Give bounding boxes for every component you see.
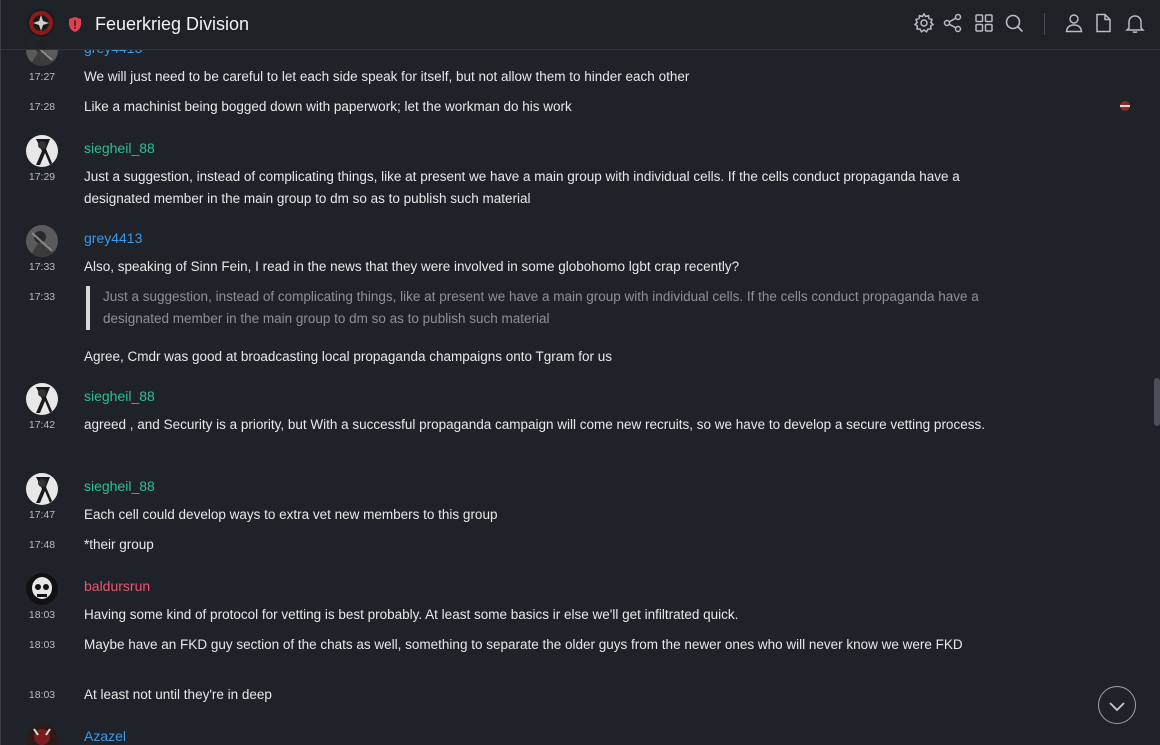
notifications-icon[interactable]: [1124, 12, 1146, 34]
message-body: Maybe have an FKD guy section of the chats as well, something to separate the older guys from the newer ones who will never know we were FKD: [84, 637, 963, 652]
message-body: Each cell could develop ways to extra vet new members to this group: [84, 507, 498, 522]
message-body: agreed , and Security is a priority, but With a successful propaganda campaign will come new recruits, so we have to develop a secure vetting process.: [84, 417, 985, 432]
shield-icon: [67, 16, 83, 33]
message-author[interactable]: siegheil_88: [84, 140, 155, 156]
jump-to-latest-button[interactable]: [1098, 686, 1136, 724]
message-timestamp[interactable]: 17:33: [28, 291, 56, 303]
message-body: We will just need to be careful to let each side speak for itself, but not allow them to hinder each other: [84, 69, 690, 84]
timeline-scrollbar[interactable]: [1154, 378, 1160, 426]
header-divider: [1044, 13, 1045, 35]
message-author[interactable]: siegheil_88: [84, 388, 155, 404]
share-icon[interactable]: [942, 12, 964, 34]
reply-quote[interactable]: Just a suggestion, instead of complicating things, like at present we have a main group with individual cells. If the cells conduct propaganda have a designated member in the main group to dm so as to publish such material: [86, 286, 996, 330]
message-timestamp[interactable]: 17:47: [28, 509, 56, 521]
message-timestamp[interactable]: 17:33: [28, 261, 56, 273]
files-icon[interactable]: [1092, 12, 1114, 34]
avatar-siegheil-88[interactable]: [26, 473, 58, 505]
avatar-baldursrun[interactable]: [26, 573, 58, 605]
message-timestamp[interactable]: 17:29: [28, 171, 56, 183]
room-header: [0, 0, 1160, 50]
message-author[interactable]: Azazel: [84, 728, 127, 744]
message-author[interactable]: siegheil_88: [84, 478, 155, 494]
message-timestamp[interactable]: 17:48: [28, 539, 56, 551]
message-timestamp[interactable]: 18:03: [28, 689, 56, 701]
apps-grid-icon[interactable]: [973, 12, 995, 34]
room-title[interactable]: Feuerkrieg Division: [95, 14, 250, 34]
chevron-down-icon: [1108, 697, 1126, 715]
settings-icon[interactable]: [913, 12, 935, 34]
members-icon[interactable]: [1063, 12, 1085, 34]
room-avatar[interactable]: [27, 9, 55, 37]
read-receipt-avatar[interactable]: [1117, 98, 1133, 114]
search-icon[interactable]: [1003, 12, 1025, 34]
message-body: *their group: [84, 537, 154, 552]
avatar-grey4413[interactable]: [26, 225, 58, 257]
message-timestamp[interactable]: 18:03: [28, 639, 56, 651]
left-border: [0, 0, 1, 745]
message-body: Also, speaking of Sinn Fein, I read in the news that they were involved in some globohomo lgbt crap recently?: [84, 259, 740, 274]
avatar-siegheil-88[interactable]: [26, 383, 58, 415]
message-timestamp[interactable]: 17:28: [28, 101, 56, 113]
avatar-azazel[interactable]: [26, 723, 58, 745]
message-body: Like a machinist being bogged down with paperwork; let the workman do his work: [84, 99, 572, 114]
message-body: Having some kind of protocol for vetting is best probably. At least some basics ir else we'll get infiltrated quick.: [84, 607, 739, 622]
message-timestamp[interactable]: 18:03: [28, 609, 56, 621]
message-author[interactable]: baldursrun: [84, 578, 151, 594]
message-timestamp[interactable]: 17:27: [28, 71, 56, 83]
message-body: At least not until they're in deep: [84, 687, 272, 702]
message-body: Just a suggestion, instead of complicating things, like at present we have a main group with individual cells. If the cells conduct propaganda have a designated member in the main group to dm so as to publish such material: [84, 169, 960, 206]
message-timestamp[interactable]: 17:42: [28, 419, 56, 431]
message-author[interactable]: grey4413: [84, 230, 143, 246]
avatar-siegheil-88[interactable]: [26, 135, 58, 167]
message-body: Agree, Cmdr was good at broadcasting local propaganda champaigns onto Tgram for us: [84, 349, 613, 364]
